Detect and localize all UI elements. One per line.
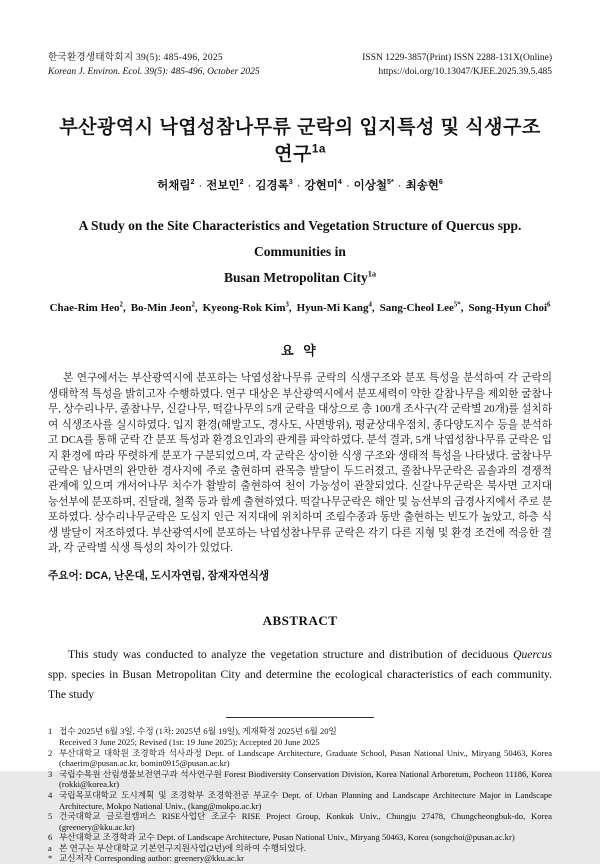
footnote-line: Received 3 June 2025; Revised (1st: 19 June 2025); Accepted 20 June 2025	[59, 736, 320, 747]
keywords-line	[48, 568, 552, 583]
author-kr: 이상철	[353, 179, 387, 192]
author-kr: 허채림	[157, 179, 191, 192]
english-abstract-seg2: spp. species in Busan Metropolitan City and determine the ecological characteristics of each community. The study	[48, 668, 552, 702]
author-separator: ·	[247, 179, 252, 192]
author-separator: ·	[296, 179, 301, 192]
author-separator: ,	[371, 302, 375, 315]
issn-line: ISSN 1229-3857(Print) ISSN 2288-131X(Online)	[362, 53, 552, 63]
author-en: Hyun-Mi Kang	[296, 302, 369, 315]
footnote-marker: *	[48, 853, 53, 864]
author-sup: 4	[368, 301, 372, 309]
english-abstract-body	[48, 645, 552, 705]
keywords-list: DCA, 난온대, 도시자연림, 잠재자연식생	[85, 570, 270, 583]
english-abstract-italic-term: Quercus	[513, 648, 552, 662]
footnote-marker: 1	[48, 726, 53, 737]
author-separator: ·	[198, 179, 203, 192]
keywords-label: 주요어:	[48, 570, 83, 583]
footnote-text: 부산대학교 조경학과 교수 Dept. of Landscape Architecture, Pusan National Univ., Miryang 50463, Korea (songchoi@pusan.ac.kr)	[59, 832, 515, 843]
footnote-divider	[226, 717, 374, 718]
authors-english	[48, 302, 552, 314]
author-sup: 2	[119, 301, 123, 309]
author-sup: 3	[288, 177, 293, 186]
author-en: Chae-Rim Heo	[49, 302, 120, 315]
author-sup: 4	[337, 177, 342, 186]
footnote-item	[48, 832, 552, 843]
footnote-marker: 5	[48, 811, 53, 822]
author-sup: 3	[285, 301, 289, 309]
footnote-item	[48, 769, 552, 790]
author-kr: 강현미	[304, 179, 338, 192]
author-separator: ,	[194, 302, 198, 315]
footnote-item	[48, 843, 552, 854]
footnote-item	[48, 853, 552, 864]
footnote-text: 부산대학교 대학원 조경학과 석사과정 Dept. of Landscape Architecture, Graduate School, Pusan National Univ., Miryang 50463, Korea (chaerim@pusan.ac.kr, bomin0915@pusan.ac.kr)	[59, 747, 552, 769]
author-separator: ·	[345, 179, 350, 192]
author-sup: 2	[190, 177, 195, 186]
author-en: Sang-Cheol Lee	[379, 302, 454, 315]
footnotes	[48, 726, 552, 864]
author-separator: ,	[122, 302, 126, 315]
footnote-marker: 4	[48, 789, 53, 800]
footnote-item	[48, 748, 552, 769]
author-sup: 6	[438, 177, 443, 186]
footnote-text	[59, 726, 552, 747]
author-separator: ,	[460, 302, 464, 315]
doi-link: https://doi.org/10.13047/KJEE.2025.39.5.485	[378, 66, 552, 77]
author-kr: 최송현	[405, 179, 439, 192]
footnote-marker: 3	[48, 768, 53, 779]
author-sup: 5*	[387, 177, 394, 186]
footnote-text: 교신저자 Corresponding author: greenery@kku.ac.kr	[59, 853, 245, 864]
journal-issn-block	[362, 52, 552, 80]
footnote-item	[48, 811, 552, 832]
footnote-text: 국립목포대학교 도시계획 및 조경학부 조경학전공 부교수 Dept. of Urban Planning and Landscape Architecture Major in Landscape Architecture, Mokpo National Univ., (kang@mokpo.ac.kr)	[59, 789, 552, 811]
english-abstract-seg1: This study was conducted to analyze the vegetation structure and distribution of deciduous	[68, 648, 514, 662]
paper-title-english-line2: Busan Metropolitan City	[223, 270, 368, 286]
korean-abstract-heading: 요 약	[281, 343, 319, 359]
journal-name-block	[48, 52, 260, 80]
title-footnote-sup: 1a	[367, 269, 377, 279]
authors-korean	[48, 177, 552, 193]
journal-name-korean: 한국환경생태학회지 39(5): 485-496, 2025	[48, 53, 223, 63]
author-separator: ·	[397, 179, 402, 192]
footnote-marker: 2	[48, 747, 53, 758]
author-sup: 2	[191, 301, 195, 309]
footnote-text: 국립수목원 산림생물보전연구과 석사연구원 Forest Biodiversity Conservation Division, Korea National Arboretum, Pocheon 11186, Korea (rokki@korea.kr)	[59, 768, 552, 790]
author-separator: ,	[288, 302, 292, 315]
author-sup: 6	[547, 301, 551, 309]
author-kr: 전보민	[206, 179, 240, 192]
journal-name-english: Korean J. Environ. Ecol. 39(5): 485-496, October 2025	[48, 66, 260, 77]
journal-header	[48, 52, 552, 80]
footnote-item	[48, 726, 552, 747]
author-en: Song-Hyun Choi	[468, 302, 547, 315]
footnote-text: 본 연구는 부산대학교 기본연구지원사업(2년)에 의하여 수행되었다.	[59, 842, 307, 853]
footnote-line: 접수 2025년 6월 3일, 수정 (1차: 2025년 6월 19일), 게재확정 2025년 6월 20일	[59, 726, 337, 737]
title-footnote-sup: 1a	[311, 142, 326, 156]
author-en: Kyeong-Rok Kim	[202, 302, 286, 315]
footnote-marker: a	[48, 842, 52, 853]
paper-title-english-line1: A Study on the Site Characteristics and Vegetation Structure of Quercus spp. Communities in	[78, 217, 522, 259]
paper-title-korean-text: 부산광역시 낙엽성참나무류 군락의 입지특성 및 식생구조 연구	[59, 116, 541, 165]
footnote-marker: 6	[48, 832, 53, 843]
author-en: Bo-Min Jeon	[130, 302, 192, 315]
korean-abstract-body: 본 연구에서는 부산광역시에 분포하는 낙엽성참나무류 군락의 식생구조와 분포 특성을 분석하여 각 군락의 생태학적 특성을 밝히고자 수행하였다. 연구 대상은 부산광역시에서 분포세력이 약한 갈참나무을 제외한 굴참나무, 상수리나무, 졸참나무, 신갈나무, 떡갈나무의 5개 군락을 대상으로 총 100개 조사구(각 군락별 20개)를 설치하여 식생조사를 실시하였다. 입지 환경(해발고도, 경사도, 사면방위), 평균상대우점치, 종다양도지수 등을 분석하고 DCA를 통해 군락 간 분포 특성과 환경요인과의 관계를 파악하였다. 분석 결과, 5개 낙엽성참나무류 군락은 입지 환경에 따라 뚜렷하게 분포가 구분되었으며, 각 군락은 상이한 식생 구조와 생태적 특성을 나타냈다. 굴참나무군락은 남사면의 완만한 경사지에 주로 출현하며 관목층 발달이 두드러졌고, 졸참나무군락은 곰솔과의 경쟁적 관계에 있으며 개서어나무 치수가 활발히 출현하여 천이 가능성이 관찰되었다. 신갈나무군락은 북사면 고지대 능선부에 분포하며, 진달래, 철쭉 등과 함께 출현하였다. 떡갈나무군락은 해안 및 능선부의 급경사지에서 주로 분포하였다. 상수리나무군락은 도심지 인근 저지대에 위치하며 조림수종과 동반 출현하는 빈도가 높았고, 하층 식생 발달이 저조하였다. 부산광역시에 분포하는 낙엽성참나무류 군락은 각기 다른 지형 및 환경 조건에 적응한 결과, 각 군락별 식생 특성의 차이가 있었다.	[48, 373, 552, 554]
footnote-item	[48, 790, 552, 811]
paper-title-korean	[48, 112, 552, 166]
author-kr: 김경록	[255, 179, 289, 192]
author-sup: 2	[239, 177, 244, 186]
english-abstract-heading: ABSTRACT	[262, 613, 338, 629]
author-sup: 5*	[453, 301, 461, 309]
paper-title-english	[48, 213, 552, 292]
footnote-text: 건국대학교 글로컬캠퍼스 RISE사업단 조교수 RISE Project Group, Konkuk Univ., Chungju 27478, Chungcheongbuk-do, Korea (greenery@kku.ac.kr)	[59, 811, 552, 832]
